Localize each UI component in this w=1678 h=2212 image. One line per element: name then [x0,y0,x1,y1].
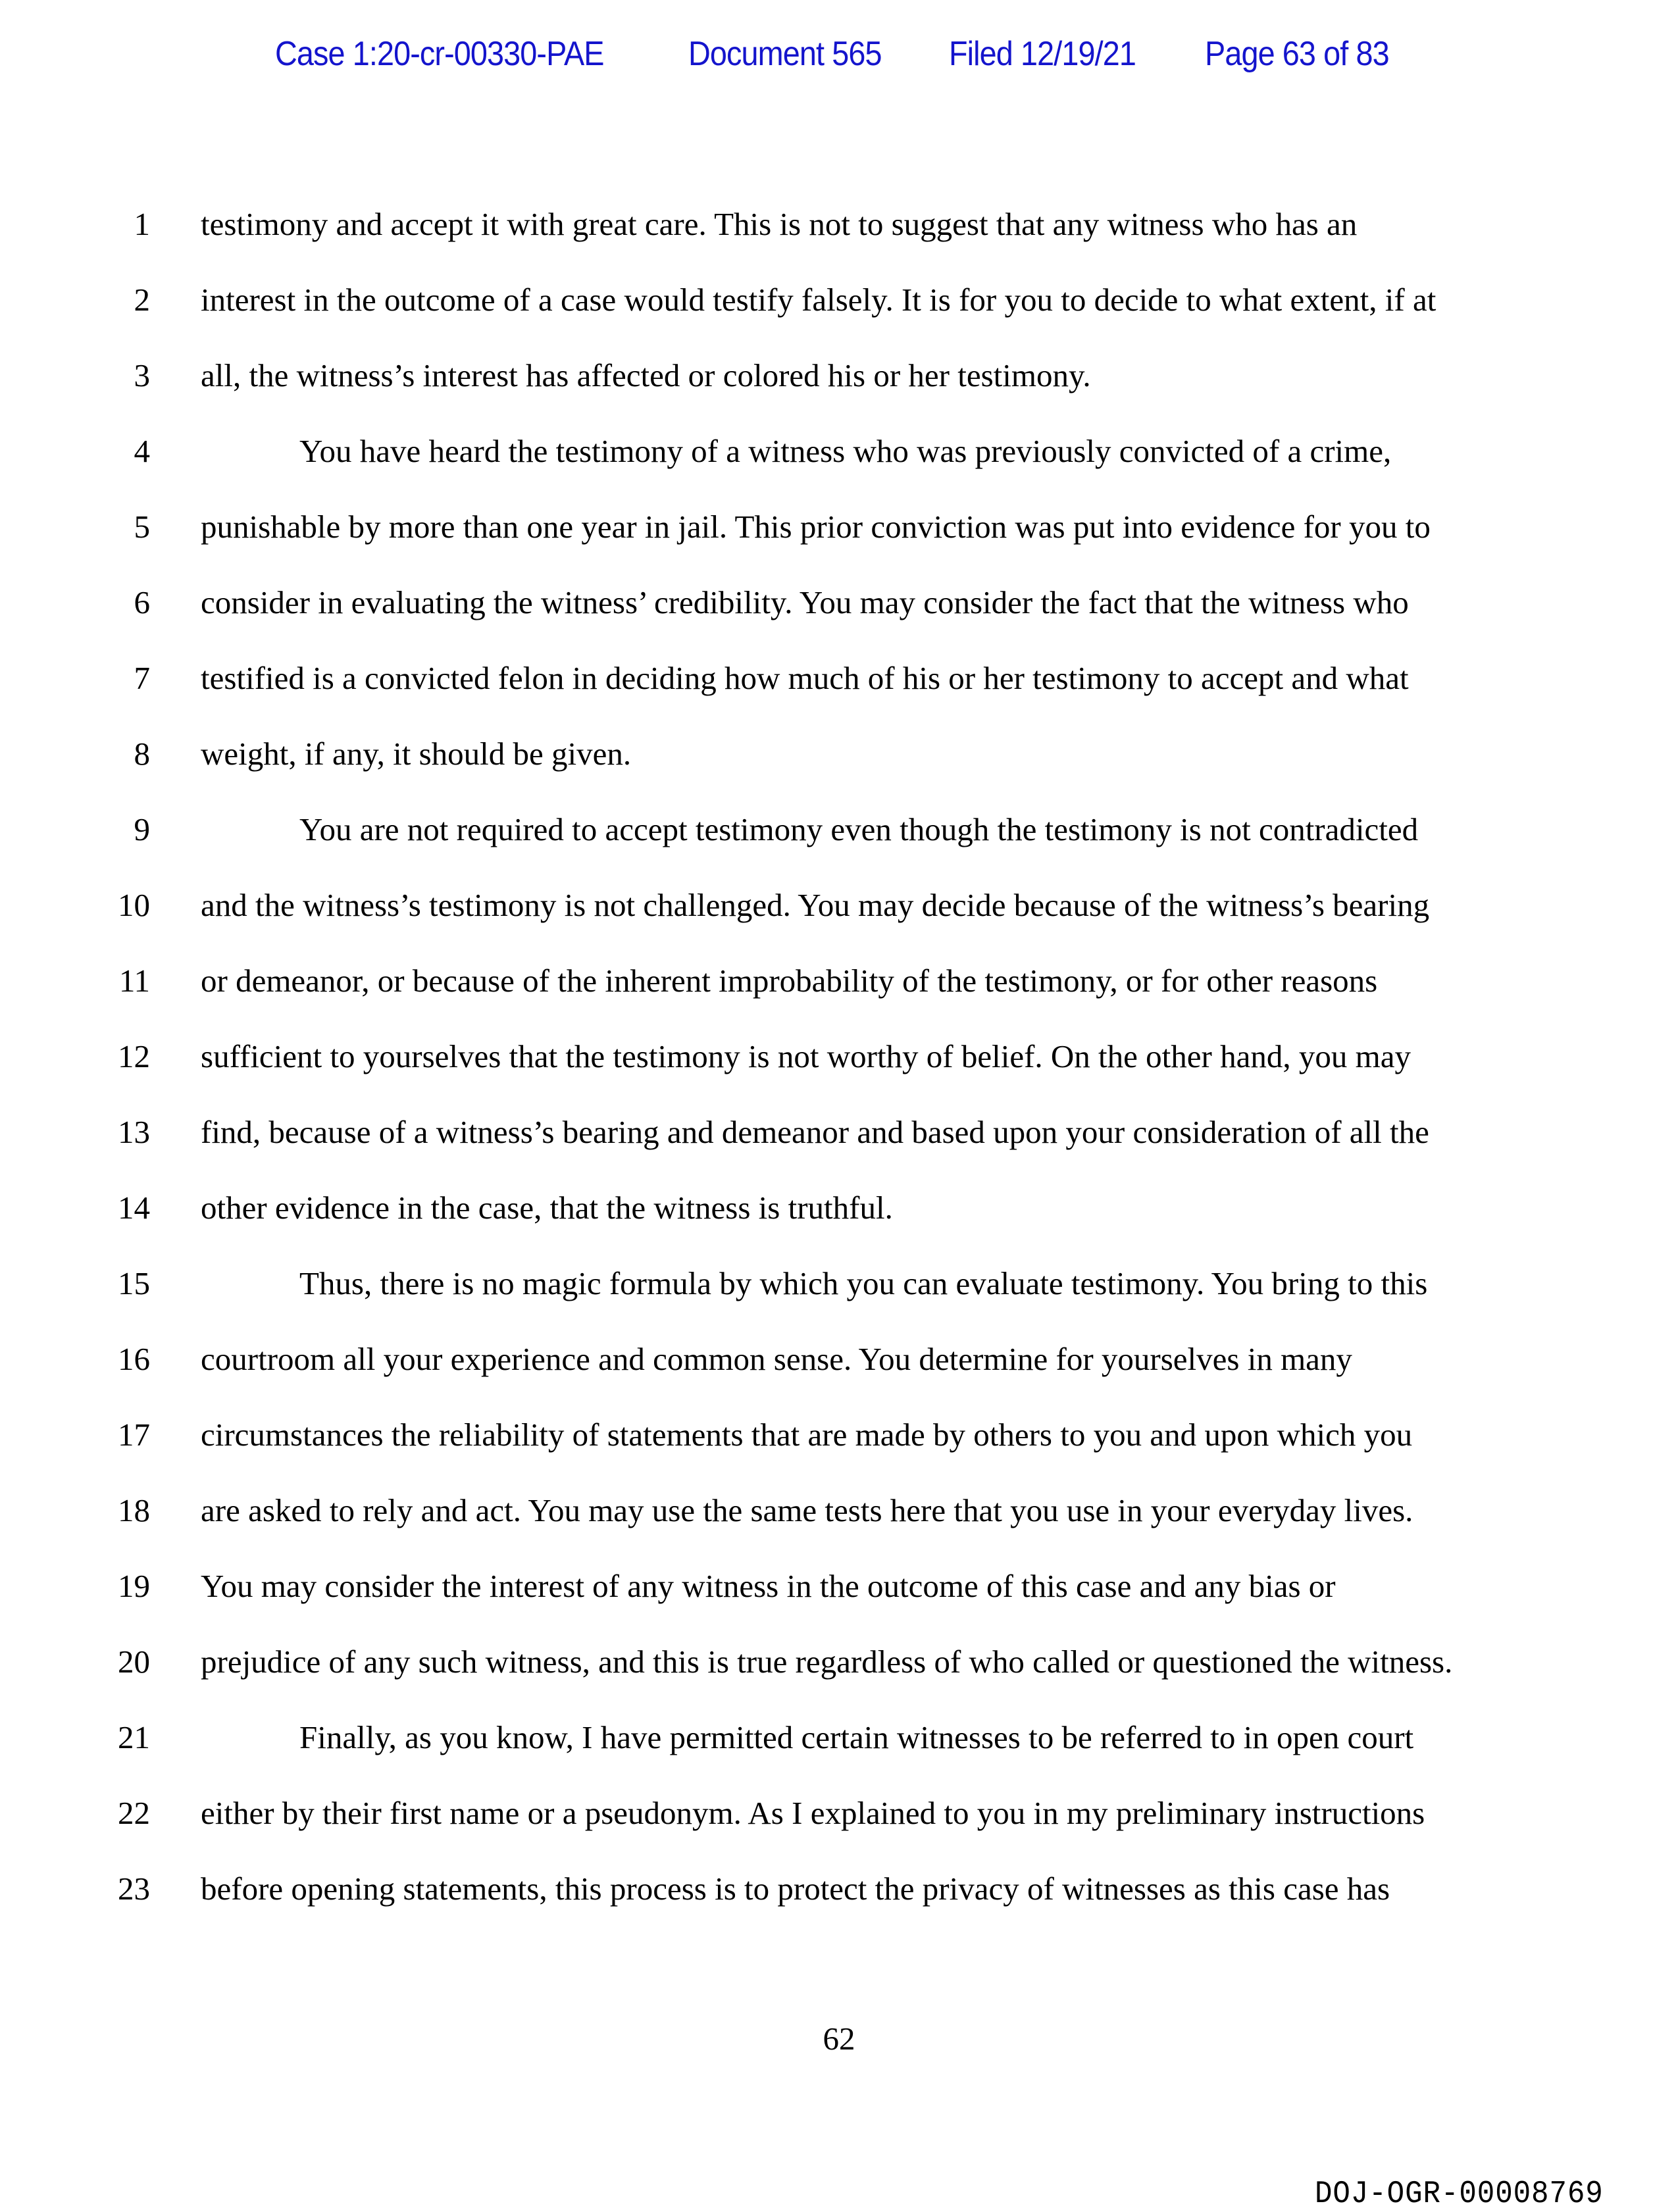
line-number: 10 [118,887,150,923]
pleading-line [0,1643,1678,1682]
pleading-line [0,1492,1678,1531]
pleading-line [0,1794,1678,1834]
pleading-line [0,811,1678,850]
pleading-line [0,886,1678,926]
pleading-line [0,1038,1678,1077]
line-number: 1 [134,206,150,242]
line-number: 16 [118,1341,150,1377]
pleading-line [0,1189,1678,1228]
pleading-line [0,584,1678,623]
filed-date: Filed 12/19/21 [949,35,1136,73]
line-number: 15 [118,1265,150,1301]
line-text: weight, if any, it should be given. [201,736,632,772]
line-text: sufficient to yourselves that the testimony is not worthy of belief. On the other hand, you may [201,1038,1411,1074]
line-text: all, the witness’s interest has affected or colored his or her testimony. [201,357,1091,393]
line-number: 5 [134,509,150,545]
line-text: testified is a convicted felon in deciding how much of his or her testimony to accept and what [201,660,1409,696]
pleading-line [0,508,1678,547]
line-number: 7 [134,660,150,696]
line-text: You may consider the interest of any witness in the outcome of this case and any bias or [201,1568,1336,1604]
line-text: circumstances the reliability of statements that are made by others to you and upon which you [201,1417,1413,1453]
line-text: courtroom all your experience and common sense. You determine for yourselves in many [201,1341,1352,1377]
pleading-line [0,1567,1678,1607]
line-text: interest in the outcome of a case would testify falsely. It is for you to decide to what extent, if at [201,282,1436,318]
pleading-line [0,432,1678,472]
line-number: 2 [134,282,150,318]
line-text: either by their first name or a pseudonym. As I explained to you in my preliminary instructions [201,1795,1425,1831]
pleading-line [0,1340,1678,1380]
line-number: 23 [118,1871,150,1907]
line-text: testimony and accept it with great care. This is not to suggest that any witness who has an [201,206,1358,242]
line-number: 12 [118,1038,150,1074]
line-number: 8 [134,736,150,772]
line-number: 14 [118,1190,150,1226]
line-text: are asked to rely and act. You may use the same tests here that you use in your everyday lives. [201,1492,1413,1528]
ecf-header [0,34,1678,74]
line-number: 20 [118,1644,150,1680]
line-text: or demeanor, or because of the inherent improbability of the testimony, or for other reasons [201,963,1378,999]
line-text: Thus, there is no magic formula by which you can evaluate testimony. You bring to this [299,1265,1428,1301]
pleading-line [0,735,1678,774]
line-number: 11 [118,963,150,999]
pleading-line [0,281,1678,320]
line-text: consider in evaluating the witness’ credibility. You may consider the fact that the witness who [201,584,1409,620]
line-number: 4 [134,433,150,469]
pleading-line [0,357,1678,396]
line-number: 3 [134,357,150,393]
pleading-line [0,1416,1678,1455]
bates-stamp: DOJ-OGR-00008769 [1315,2176,1604,2212]
line-text: You are not required to accept testimony even though the testimony is not contradicted [299,811,1419,847]
line-text: and the witness’s testimony is not challenged. You may decide because of the witness’s bearing [201,887,1430,923]
pleading-line [0,659,1678,699]
line-number: 6 [134,584,150,620]
line-number: 17 [118,1417,150,1453]
line-number: 21 [118,1719,150,1755]
line-text: before opening statements, this process is to protect the privacy of witnesses as this case has [201,1871,1390,1907]
line-number: 18 [118,1492,150,1528]
line-text: find, because of a witness’s bearing and demeanor and based upon your consideration of all the [201,1114,1429,1150]
line-number: 13 [118,1114,150,1150]
line-text: Finally, as you know, I have permitted certain witnesses to be referred to in open court [299,1719,1414,1755]
document-number: Document 565 [688,35,882,73]
pleading-line [0,1113,1678,1153]
page-number: 62 [823,2021,855,2057]
pleading-line [0,962,1678,1001]
pleading-line [0,1870,1678,1909]
pleading-line [0,1719,1678,1758]
line-text: prejudice of any such witness, and this is true regardless of who called or questioned the witness. [201,1644,1453,1680]
page-of-total: Page 63 of 83 [1205,35,1389,73]
line-text: You have heard the testimony of a witness who was previously convicted of a crime, [299,433,1392,469]
line-text: punishable by more than one year in jail. This prior conviction was put into evidence for you to [201,509,1431,545]
line-text: other evidence in the case, that the witness is truthful. [201,1190,893,1226]
case-number: Case 1:20-cr-00330-PAE [275,35,604,73]
pleading-line [0,1265,1678,1304]
pleading-line [0,205,1678,245]
line-number: 9 [134,811,150,847]
line-number: 22 [118,1795,150,1831]
line-number: 19 [118,1568,150,1604]
